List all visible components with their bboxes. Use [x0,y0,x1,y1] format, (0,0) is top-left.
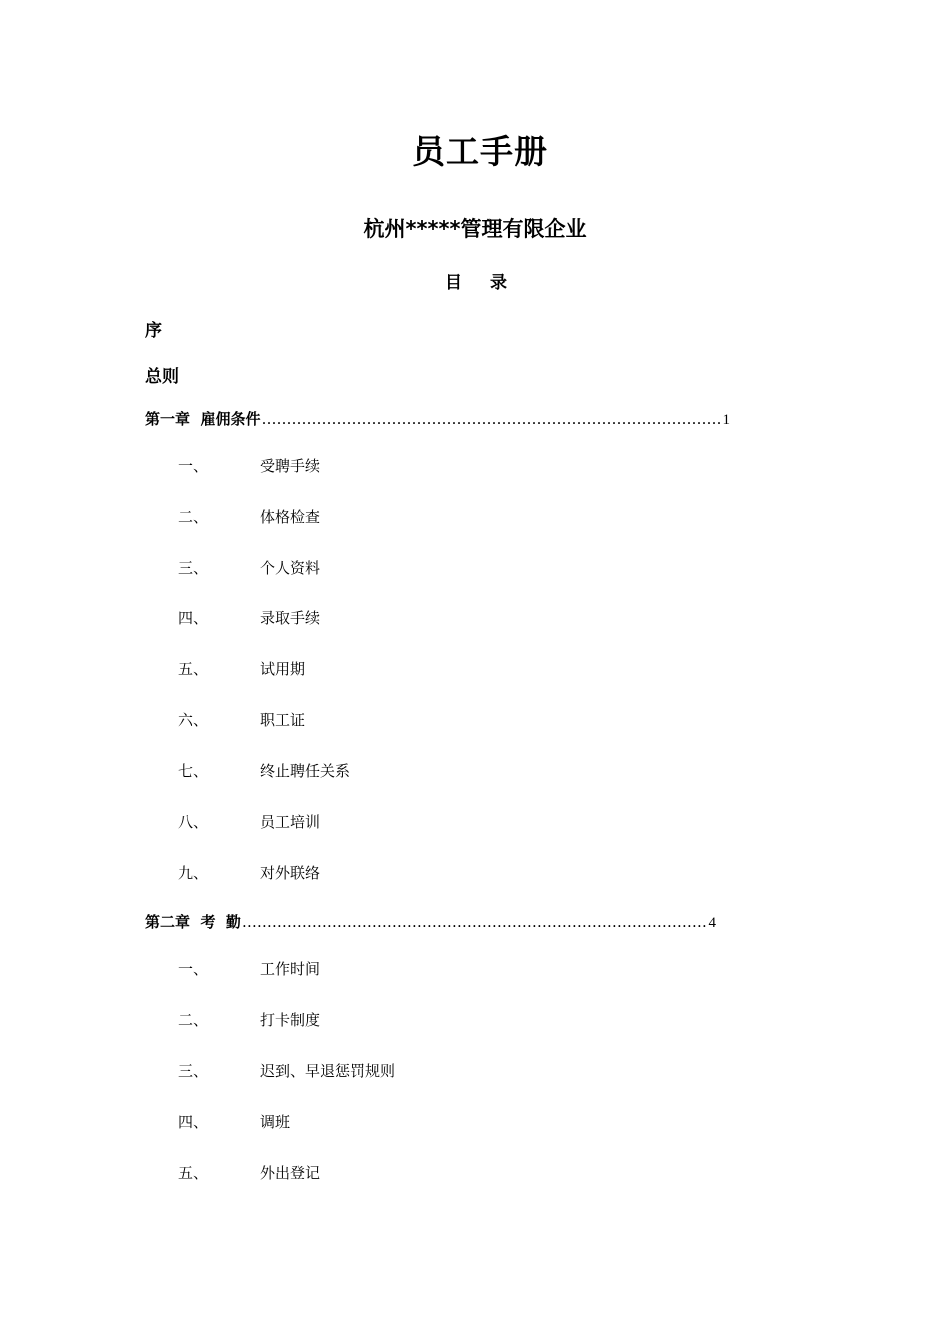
company-name: 杭州*****管理有限企业 [363,217,587,241]
toc-item[interactable] [178,607,320,628]
toc-item[interactable] [178,658,305,679]
item-number: 一、 [178,960,209,978]
chapter-label: 第一章 雇佣条件 [145,410,261,428]
toc-item[interactable] [178,1162,320,1183]
item-text: 员工培训 [260,813,321,831]
chapter-page-number: 4 [708,915,716,931]
item-text: 试用期 [260,660,306,678]
toc-chapter-1[interactable] [145,408,730,428]
item-text: 录取手续 [260,609,321,627]
item-text: 终止聘任关系 [260,762,351,780]
dot-leader [261,410,721,428]
toc-heading: 目 录 [445,273,507,293]
item-text: 外出登记 [260,1164,321,1182]
item-number: 六、 [178,711,209,729]
document-title: 员工手册 [412,132,548,171]
item-number: 四、 [178,609,209,627]
toc-item[interactable] [178,1060,395,1081]
item-number: 五、 [178,1164,209,1182]
chapter-label: 第二章 考 勤 [145,913,241,931]
item-text: 职工证 [260,711,306,729]
toc-item[interactable] [178,760,350,781]
toc-item[interactable] [178,1009,320,1030]
toc-item[interactable] [178,557,320,578]
toc-chapter-2[interactable] [145,911,716,931]
toc-item[interactable] [178,1111,290,1132]
item-text: 个人资料 [260,559,321,577]
item-text: 调班 [260,1113,291,1131]
item-number: 一、 [178,457,209,475]
item-text: 体格检查 [260,508,321,526]
item-number: 三、 [178,1062,209,1080]
toc-section-general: 总则 [145,367,179,387]
item-number: 五、 [178,660,209,678]
toc-item[interactable] [178,958,320,979]
item-number: 八、 [178,813,209,831]
item-text: 对外联络 [260,864,321,882]
item-number: 九、 [178,864,209,882]
item-text: 迟到、早退惩罚规则 [260,1062,396,1080]
toc-section-preface: 序 [145,321,162,341]
item-number: 二、 [178,1011,209,1029]
chapter-page-number: 1 [722,412,730,428]
toc-item[interactable] [178,455,320,476]
item-text: 受聘手续 [260,457,321,475]
item-text: 打卡制度 [260,1011,321,1029]
toc-item[interactable] [178,709,305,730]
item-text: 工作时间 [260,960,321,978]
item-number: 七、 [178,762,209,780]
dot-leader [242,913,708,931]
item-number: 三、 [178,559,209,577]
toc-item[interactable] [178,506,320,527]
item-number: 二、 [178,508,209,526]
item-number: 四、 [178,1113,209,1131]
toc-item[interactable] [178,862,320,883]
toc-item[interactable] [178,811,320,832]
